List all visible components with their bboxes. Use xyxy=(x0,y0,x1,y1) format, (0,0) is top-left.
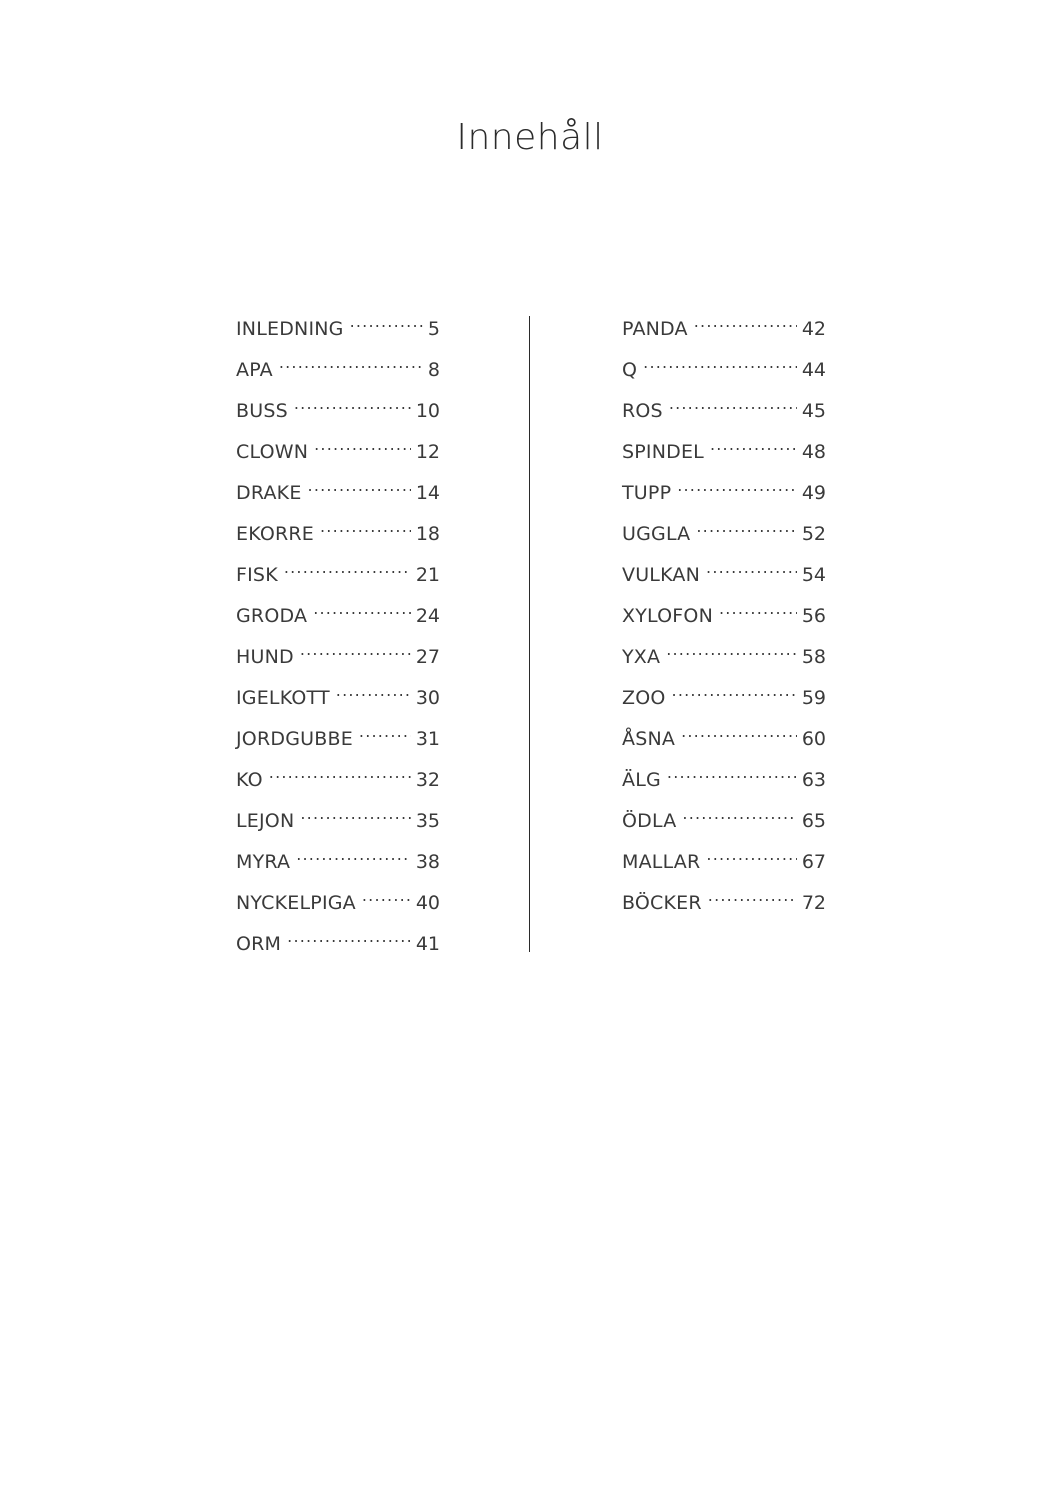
dot-leader xyxy=(279,357,423,376)
toc-entry-page: 27 xyxy=(415,646,440,668)
dot-leader xyxy=(287,931,411,950)
dot-leader xyxy=(667,767,797,786)
toc-column-right xyxy=(622,312,826,927)
toc-entry-label: NYCKELPIGA xyxy=(236,892,356,914)
dot-leader xyxy=(313,603,411,622)
dot-leader xyxy=(362,890,411,909)
dot-leader xyxy=(320,521,411,540)
dot-leader xyxy=(308,480,411,499)
toc-entry-page: 49 xyxy=(801,482,826,504)
toc-entry[interactable] xyxy=(236,804,440,845)
toc-entry[interactable] xyxy=(236,927,440,968)
toc-entry[interactable] xyxy=(236,763,440,804)
toc-entry[interactable] xyxy=(236,476,440,517)
toc-entry-page: 52 xyxy=(801,523,826,545)
toc-entry-page: 45 xyxy=(801,400,826,422)
toc-entry[interactable] xyxy=(236,722,440,763)
dot-leader xyxy=(694,316,797,335)
toc-entry-page: 63 xyxy=(801,769,826,791)
dot-leader xyxy=(669,398,797,417)
toc-entry[interactable] xyxy=(622,353,826,394)
toc-column-left xyxy=(236,312,440,968)
toc-entry-label: APA xyxy=(236,359,273,381)
column-divider xyxy=(529,316,530,952)
toc-entry-label: YXA xyxy=(622,646,661,668)
toc-entry[interactable] xyxy=(236,845,440,886)
toc-entry[interactable] xyxy=(622,312,826,353)
toc-entry-label: LEJON xyxy=(236,810,295,832)
toc-entry-label: XYLOFON xyxy=(622,605,713,627)
toc-entry-label: DRAKE xyxy=(236,482,302,504)
toc-entry-label: MALLAR xyxy=(622,851,701,873)
dot-leader xyxy=(269,767,411,786)
toc-entry-page: 21 xyxy=(415,564,440,586)
toc-entry-label: ÄLG xyxy=(622,769,661,791)
toc-entry-label: BUSS xyxy=(236,400,288,422)
toc-entry-page: 48 xyxy=(801,441,826,463)
dot-leader xyxy=(300,808,410,827)
dot-leader xyxy=(677,480,797,499)
toc-entry[interactable] xyxy=(622,763,826,804)
toc-entry[interactable] xyxy=(622,476,826,517)
toc-entry-label: MYRA xyxy=(236,851,291,873)
toc-entry[interactable] xyxy=(622,558,826,599)
toc-entry-page: 12 xyxy=(415,441,440,463)
toc-entry-label: GRODA xyxy=(236,605,308,627)
toc-entry[interactable] xyxy=(236,558,440,599)
dot-leader xyxy=(294,398,411,417)
dot-leader xyxy=(300,644,411,663)
dot-leader xyxy=(708,890,797,909)
toc-entry[interactable] xyxy=(236,517,440,558)
dot-leader xyxy=(643,357,797,376)
toc-entry[interactable] xyxy=(622,394,826,435)
toc-entry[interactable] xyxy=(236,681,440,722)
toc-entry-label: JORDGUBBE xyxy=(236,728,353,750)
toc-entry-label: EKORRE xyxy=(236,523,314,545)
toc-entry[interactable] xyxy=(622,640,826,681)
toc-entry-page: 30 xyxy=(415,687,440,709)
toc-entry-label: IGELKOTT xyxy=(236,687,330,709)
dot-leader xyxy=(710,439,797,458)
toc-entry[interactable] xyxy=(236,599,440,640)
toc-entry-page: 60 xyxy=(801,728,826,750)
toc-entry-page: 44 xyxy=(801,359,826,381)
toc-entry[interactable] xyxy=(236,640,440,681)
toc-entry-label: PANDA xyxy=(622,318,688,340)
dot-leader xyxy=(706,562,797,581)
toc-entry-page: 40 xyxy=(415,892,440,914)
dot-leader xyxy=(681,726,797,745)
dot-leader xyxy=(672,685,797,704)
toc-entry-page: 56 xyxy=(801,605,826,627)
dot-leader xyxy=(296,849,411,868)
toc-entry-label: ÅSNA xyxy=(622,728,676,750)
toc-entry[interactable] xyxy=(622,517,826,558)
toc-entry-page: 35 xyxy=(415,810,440,832)
toc-entry-label: Q xyxy=(622,359,638,381)
toc-entry-page: 31 xyxy=(415,728,440,750)
toc-entry-page: 72 xyxy=(801,892,826,914)
dot-leader xyxy=(359,726,411,745)
toc-entry[interactable] xyxy=(236,394,440,435)
toc-entry-page: 10 xyxy=(415,400,440,422)
dot-leader xyxy=(682,808,796,827)
toc-entry-page: 18 xyxy=(415,523,440,545)
toc-entry[interactable] xyxy=(622,599,826,640)
toc-entry-label: HUND xyxy=(236,646,294,668)
dot-leader xyxy=(706,849,796,868)
toc-entry[interactable] xyxy=(236,886,440,927)
toc-entry-page: 54 xyxy=(801,564,826,586)
toc-entry-label: SPINDEL xyxy=(622,441,704,463)
dot-leader xyxy=(284,562,411,581)
dot-leader xyxy=(314,439,411,458)
toc-entry-label: ZOO xyxy=(622,687,666,709)
toc-entry-label: CLOWN xyxy=(236,441,309,463)
toc-entry-page: 8 xyxy=(427,359,440,381)
toc-entry-page: 14 xyxy=(415,482,440,504)
toc-entry[interactable] xyxy=(622,681,826,722)
page-title: Innehåll xyxy=(456,117,604,158)
toc-entry-page: 59 xyxy=(801,687,826,709)
toc-entry-page: 42 xyxy=(801,318,826,340)
toc-entry-label: VULKAN xyxy=(622,564,701,586)
toc-entry[interactable] xyxy=(622,722,826,763)
toc-entry-page: 24 xyxy=(415,605,440,627)
toc-entry[interactable] xyxy=(622,804,826,845)
toc-entry[interactable] xyxy=(622,435,826,476)
toc-entry-label: ÖDLA xyxy=(622,810,677,832)
dot-leader xyxy=(336,685,411,704)
toc-entry-page: 38 xyxy=(415,851,440,873)
dot-leader xyxy=(719,603,797,622)
dot-leader xyxy=(696,521,796,540)
toc-entry-label: BÖCKER xyxy=(622,892,702,914)
toc-entry-page: 65 xyxy=(801,810,826,832)
toc-entry-page: 41 xyxy=(415,933,440,955)
toc-entry[interactable] xyxy=(236,435,440,476)
dot-leader xyxy=(350,316,423,335)
toc-entry-page: 67 xyxy=(801,851,826,873)
toc-entry-label: TUPP xyxy=(622,482,672,504)
toc-entry-label: FISK xyxy=(236,564,278,586)
toc-entry-page: 58 xyxy=(801,646,826,668)
toc-entry-label: KO xyxy=(236,769,263,791)
toc-entry-label: ROS xyxy=(622,400,663,422)
toc-entry-label: INLEDNING xyxy=(236,318,344,340)
toc-entry-label: UGGLA xyxy=(622,523,691,545)
toc-entry[interactable] xyxy=(622,845,826,886)
toc-entry[interactable] xyxy=(236,353,440,394)
dot-leader xyxy=(666,644,797,663)
toc-entry-page: 32 xyxy=(415,769,440,791)
toc-entry-page: 5 xyxy=(427,318,440,340)
toc-entry[interactable] xyxy=(236,312,440,353)
toc-entry[interactable] xyxy=(622,886,826,927)
toc-entry-label: ORM xyxy=(236,933,282,955)
